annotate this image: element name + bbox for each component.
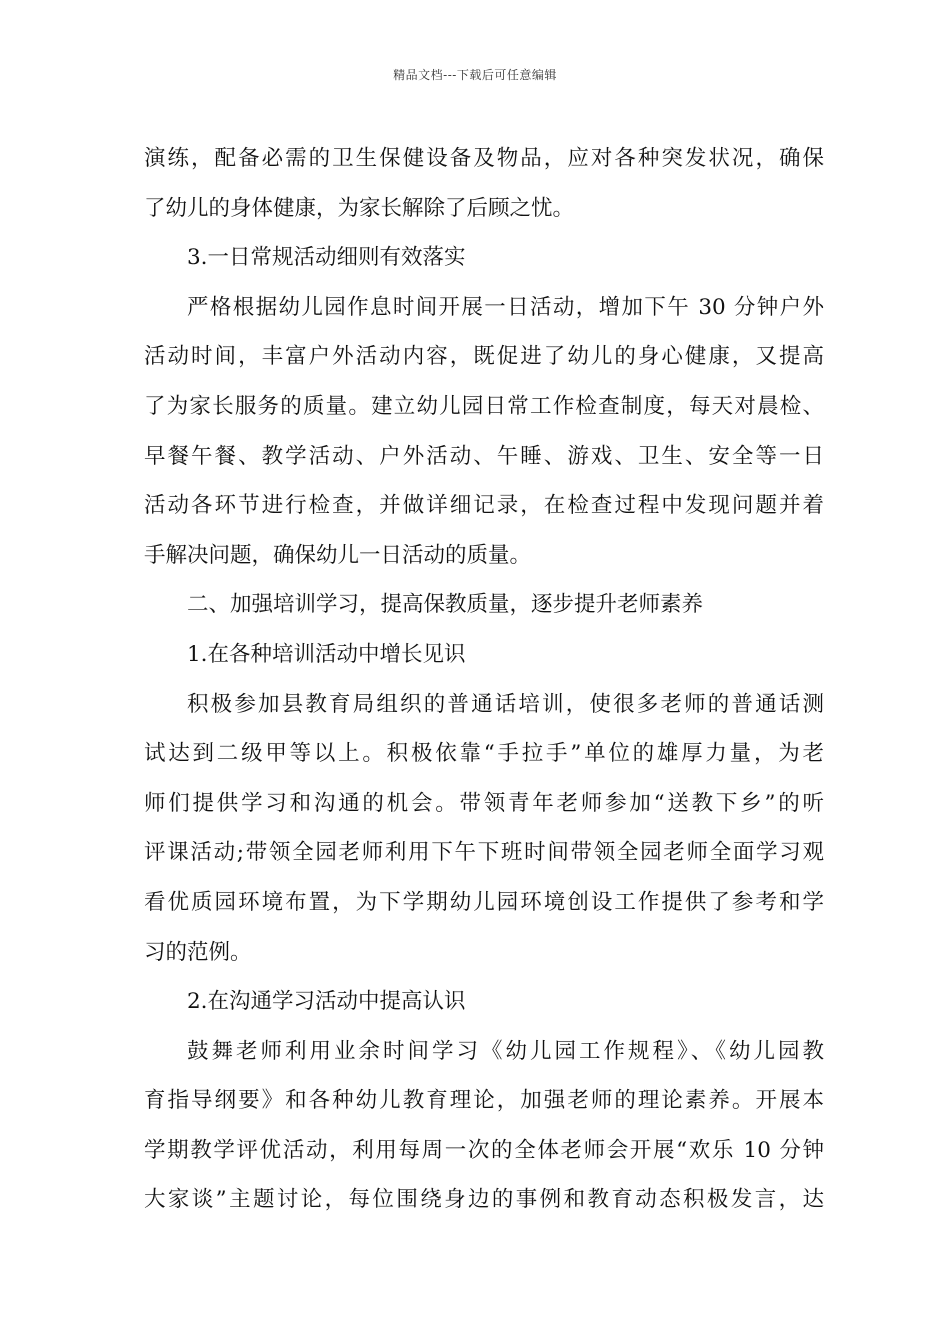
section-heading-3 — [144, 233, 824, 283]
text-line: 了为家长服务的质量。建立幼儿园日常工作检查制度，每天对晨检、 — [144, 393, 824, 419]
text-line: 早餐午餐、教学活动、户外活动、午睡、游戏、卫生、安全等一日 — [144, 443, 824, 469]
text-line: 演练，配备必需的卫生保健设备及物品，应对各种突发状况，确保 — [144, 146, 824, 171]
text-line: 2.在沟通学习活动中提高认识 — [187, 989, 466, 1015]
text-line: 大家谈”主题讨论，每位围绕身边的事例和教育动态积极发言，达 — [144, 1187, 824, 1213]
text-line: 积极参加县教育局组织的普通话培训，使很多老师的普通话测 — [187, 691, 824, 717]
text-line: 评课活动;带领全园老师利用下午下班时间带领全园老师全面学习观 — [144, 840, 824, 866]
text-line: 严格根据幼儿园作息时间开展一日活动，增加下午 30 分钟户外 — [187, 294, 824, 320]
text-line: 1.在各种培训活动中增长见识 — [187, 641, 466, 667]
page-header: 精品文档---下载后可任意编辑 — [393, 68, 557, 82]
section-heading-2 — [144, 977, 824, 1027]
text-line: 习的范例。 — [144, 939, 252, 965]
document-body — [144, 134, 824, 1225]
text-line: 3.一日常规活动细则有效落实 — [187, 245, 466, 271]
section-heading-two — [144, 580, 824, 630]
paragraph-3 — [144, 283, 824, 581]
text-line: 活动时间，丰富户外活动内容，既促进了幼儿的身心健康，又提高 — [144, 344, 824, 370]
text-line: 手解决问题，确保幼儿一日活动的质量。 — [144, 542, 532, 568]
paragraph-6 — [144, 680, 824, 978]
text-line: 看优质园环境布置，为下学期幼儿园环境创设工作提供了参考和学 — [144, 889, 824, 915]
text-line: 了幼儿的身体健康，为家长解除了后顾之忧。 — [144, 195, 575, 221]
paragraph-8 — [144, 1027, 824, 1225]
text-line: 鼓舞老师利用业余时间学习《幼儿园工作规程》、《幼儿园教 — [187, 1038, 824, 1064]
paragraph-1 — [144, 134, 824, 233]
text-line: 活动各环节进行检查，并做详细记录，在检查过程中发现问题并着 — [144, 493, 824, 519]
text-line: 学期教学评优活动，利用每周一次的全体老师会开展“欢乐 10 分钟 — [144, 1137, 824, 1163]
text-line: 试达到二级甲等以上。积极依靠“手拉手”单位的雄厚力量，为老 — [144, 741, 824, 767]
section-heading-1 — [144, 630, 824, 680]
text-line: 二、加强培训学习，提高保教质量，逐步提升老师素养 — [187, 592, 704, 618]
text-line: 师们提供学习和沟通的机会。带领青年老师参加“送教下乡”的听 — [144, 790, 824, 816]
text-line: 育指导纲要》和各种幼儿教育理论，加强老师的理论素养。开展本 — [144, 1088, 824, 1114]
